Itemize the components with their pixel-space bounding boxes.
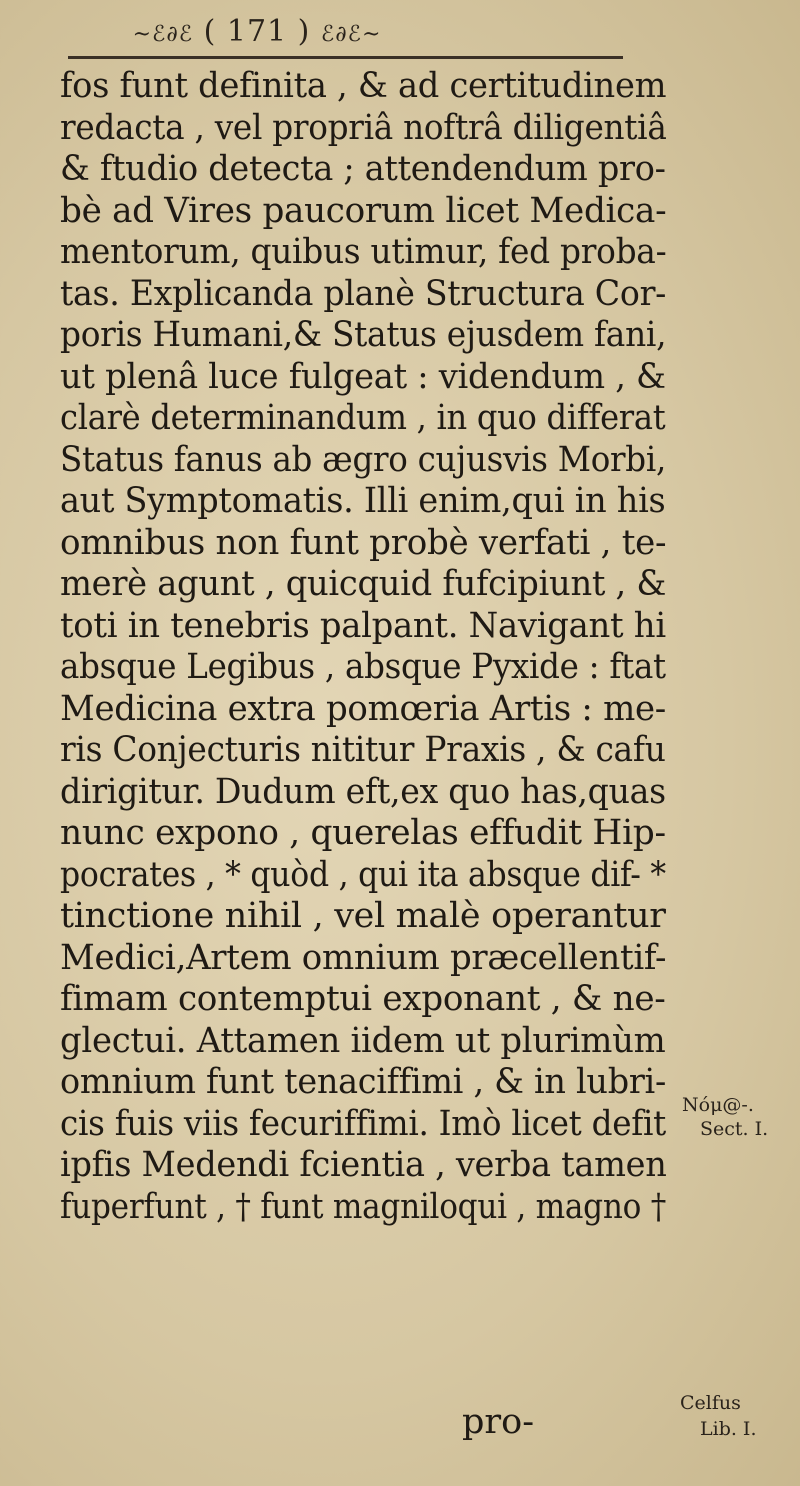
text-line: Medicina extra pomœria Artis : me- — [60, 688, 666, 729]
text-line: redacta , vel propriâ noftrâ diligentiâ — [60, 107, 667, 148]
text-line: fos funt definita , & ad certitudinem — [60, 66, 667, 106]
ornament-right: ℰ∂ℰ~ — [320, 22, 382, 47]
text-line: ipfis Medendi fcientia , verba tamen — [60, 1145, 667, 1185]
text-line: dirigitur. Dudum eft,ex quo has,quas — [60, 771, 666, 812]
margin-note-celsus: Celfus — [680, 1392, 741, 1414]
ornament-left: ~ℰ∂ℰ — [132, 22, 194, 47]
text-line: Status fanus ab ægro cujusvis Morbi, — [60, 439, 667, 480]
text-line: merè agunt , quicquid fufcipiunt , & — [60, 564, 667, 604]
body-text — [60, 66, 667, 1228]
text-line: omnibus non funt probè verfati , te- — [60, 522, 667, 563]
text-line: pocrates , * quòd , qui ita absque dif- * — [60, 854, 666, 895]
margin-note-section: Sect. I. — [700, 1118, 769, 1140]
margin-note-book: Lib. I. — [700, 1418, 757, 1440]
page-number: ( 171 ) — [203, 14, 311, 49]
catchword: pro- — [462, 1402, 535, 1442]
header-rule — [68, 56, 623, 59]
text-line: omnium funt tenaciffimi , & in lubri- — [60, 1062, 666, 1102]
text-line: toti in tenebris palpant. Navigant hi — [60, 605, 666, 646]
text-line: ut plenâ luce fulgeat : videndum , & — [60, 356, 666, 397]
text-line: tas. Explicanda planè Structura Cor- — [60, 273, 667, 314]
page-header — [92, 12, 422, 52]
text-line: absque Legibus , absque Pyxide : ftat — [60, 647, 666, 687]
text-line: fuperfunt , † funt magniloqui , magno † — [60, 1186, 666, 1227]
text-line: fimam contemptui exponant , & ne- — [60, 979, 666, 1019]
text-line: cis fuis viis fecuriffimi. Imò licet defit — [60, 1103, 667, 1144]
text-line: & ftudio detecta ; attendendum pro- — [60, 149, 666, 189]
text-line: tinctione nihil , vel malè operantur — [60, 896, 666, 936]
text-line: aut Symptomatis. Illi enim,qui in his — [60, 481, 666, 521]
text-line: nunc expono , querelas effudit Hip- — [60, 813, 666, 853]
text-line: ris Conjecturis nititur Praxis , & cafu — [60, 730, 666, 770]
text-line: Medici,Artem omnium præcellentif- — [60, 937, 667, 978]
text-line: clarè determinandum , in quo differat — [60, 398, 666, 438]
text-line: bè ad Vires paucorum licet Medica- — [60, 190, 667, 231]
margin-note-greek: Nóμ@-. — [682, 1094, 754, 1116]
text-line: mentorum, quibus utimur, fed proba- — [60, 232, 667, 272]
text-line: poris Humani,& Status ejusdem fani, — [60, 315, 667, 355]
text-line: glectui. Attamen iidem ut plurimùm — [60, 1020, 666, 1061]
